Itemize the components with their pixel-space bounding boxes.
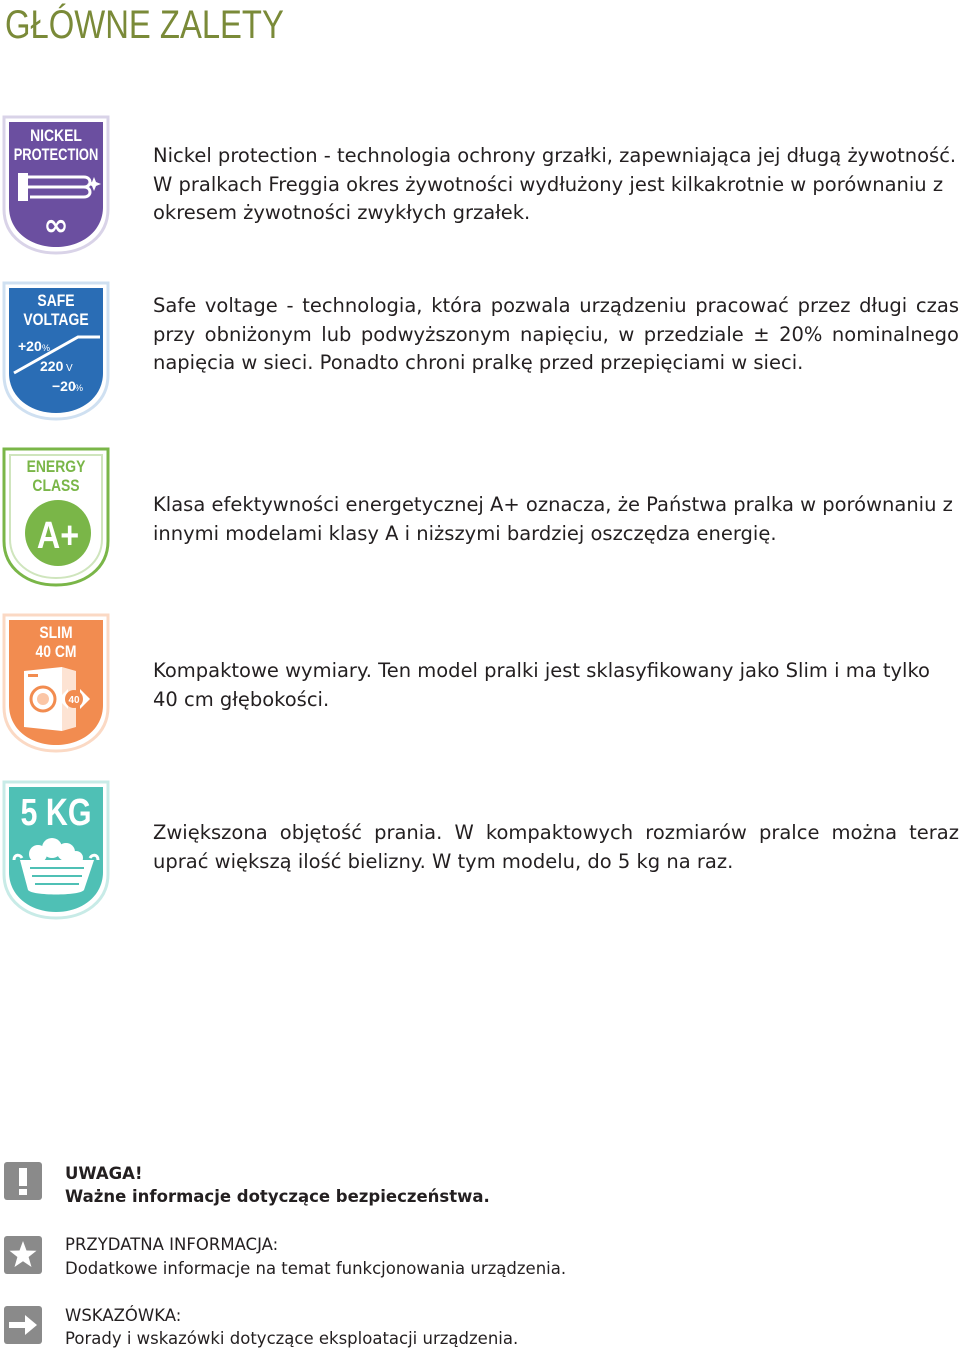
arrow-right-icon bbox=[4, 1306, 42, 1344]
badge-volt-unit: V bbox=[66, 363, 73, 374]
badge-plus-unit: % bbox=[42, 343, 51, 353]
safe-voltage-badge-icon bbox=[0, 281, 112, 421]
badge-line2: 40 CM bbox=[35, 642, 77, 662]
capacity-5kg-badge-icon bbox=[0, 780, 112, 920]
nickel-protection-badge bbox=[0, 115, 112, 255]
badge-line1: ENERGY bbox=[26, 457, 86, 477]
feature-text-energy-class: Klasa efektywności energetycznej A+ oznacza, że Państwa pralka w porównaniu z innymi modelami klasy A i niższymi bardziej oszczędza energię. bbox=[153, 493, 953, 545]
legend-desc-tip: Porady i wskazówki dotyczące eksploatacji urządzenia. bbox=[65, 1329, 519, 1348]
badge-line2: CLASS bbox=[32, 476, 80, 496]
energy-class-badge-icon bbox=[0, 447, 112, 587]
page-title: GŁÓWNE ZALETY bbox=[5, 3, 284, 47]
energy-class-badge bbox=[0, 447, 112, 587]
legend-desc-warning: Ważne informacje dotyczące bezpieczeństwa. bbox=[65, 1187, 490, 1206]
badge-line2: PROTECTION bbox=[13, 145, 99, 165]
capacity-badge bbox=[0, 780, 112, 920]
legend-desc-info: Dodatkowe informacje na temat funkcjonowania urządzenia. bbox=[65, 1259, 567, 1278]
feature-text-capacity: Zwiększona objętość prania. W kompaktowych rozmiarów pralce można teraz uprać większą ilość bielizny. W tym modelu, do 5 kg na raz. bbox=[153, 821, 959, 873]
star-icon bbox=[4, 1236, 42, 1274]
badge-minus: −20 bbox=[52, 378, 76, 394]
legend-title-warning: UWAGA! bbox=[65, 1164, 143, 1183]
badge-line1: 5 KG bbox=[20, 791, 92, 834]
badge-line1: NICKEL bbox=[30, 126, 82, 146]
nickel-protection-badge-icon bbox=[0, 115, 112, 255]
badge-minus-unit: % bbox=[75, 383, 84, 393]
slim-40cm-badge-icon bbox=[0, 613, 112, 753]
legend-title-info: PRZYDATNA INFORMACJA: bbox=[65, 1235, 279, 1254]
safe-voltage-badge bbox=[0, 281, 112, 421]
feature-text-safe-voltage: Safe voltage - technologia, która pozwala urządzeniu pracować przez długi czas przy obniżonym lub podwyższonym napięciu, w przedziale ± 20% nominalnego napięcia w sieci. Ponadto chroni pralkę przed przepięciami w sieci. bbox=[153, 294, 959, 374]
badge-grade: A+ bbox=[36, 514, 80, 557]
infinity-icon: ∞ bbox=[43, 208, 69, 243]
badge-volt: 220 bbox=[40, 358, 64, 374]
legend-title-tip: WSKAZÓWKA: bbox=[65, 1306, 182, 1325]
exclamation-icon bbox=[4, 1162, 42, 1200]
badge-line1: SLIM bbox=[39, 623, 73, 643]
badge-plus: +20 bbox=[18, 338, 42, 354]
badge-line2: VOLTAGE bbox=[23, 310, 89, 330]
feature-text-nickel: Nickel protection - technologia ochrony grzałki, zapewniająca jej długą żywotność. W pralkach Freggia okres żywotności wydłużony jest kilkakrotnie w porównaniu z okresem żywotności zwykłych grzałek. bbox=[153, 144, 957, 224]
feature-text-slim: Kompaktowe wymiary. Ten model pralki jest sklasyfikowany jako Slim i ma tylko 40 cm głębokości. bbox=[153, 659, 930, 711]
slim-badge bbox=[0, 613, 112, 753]
badge-depth: 40 bbox=[68, 695, 80, 706]
badge-line1: SAFE bbox=[37, 291, 75, 311]
